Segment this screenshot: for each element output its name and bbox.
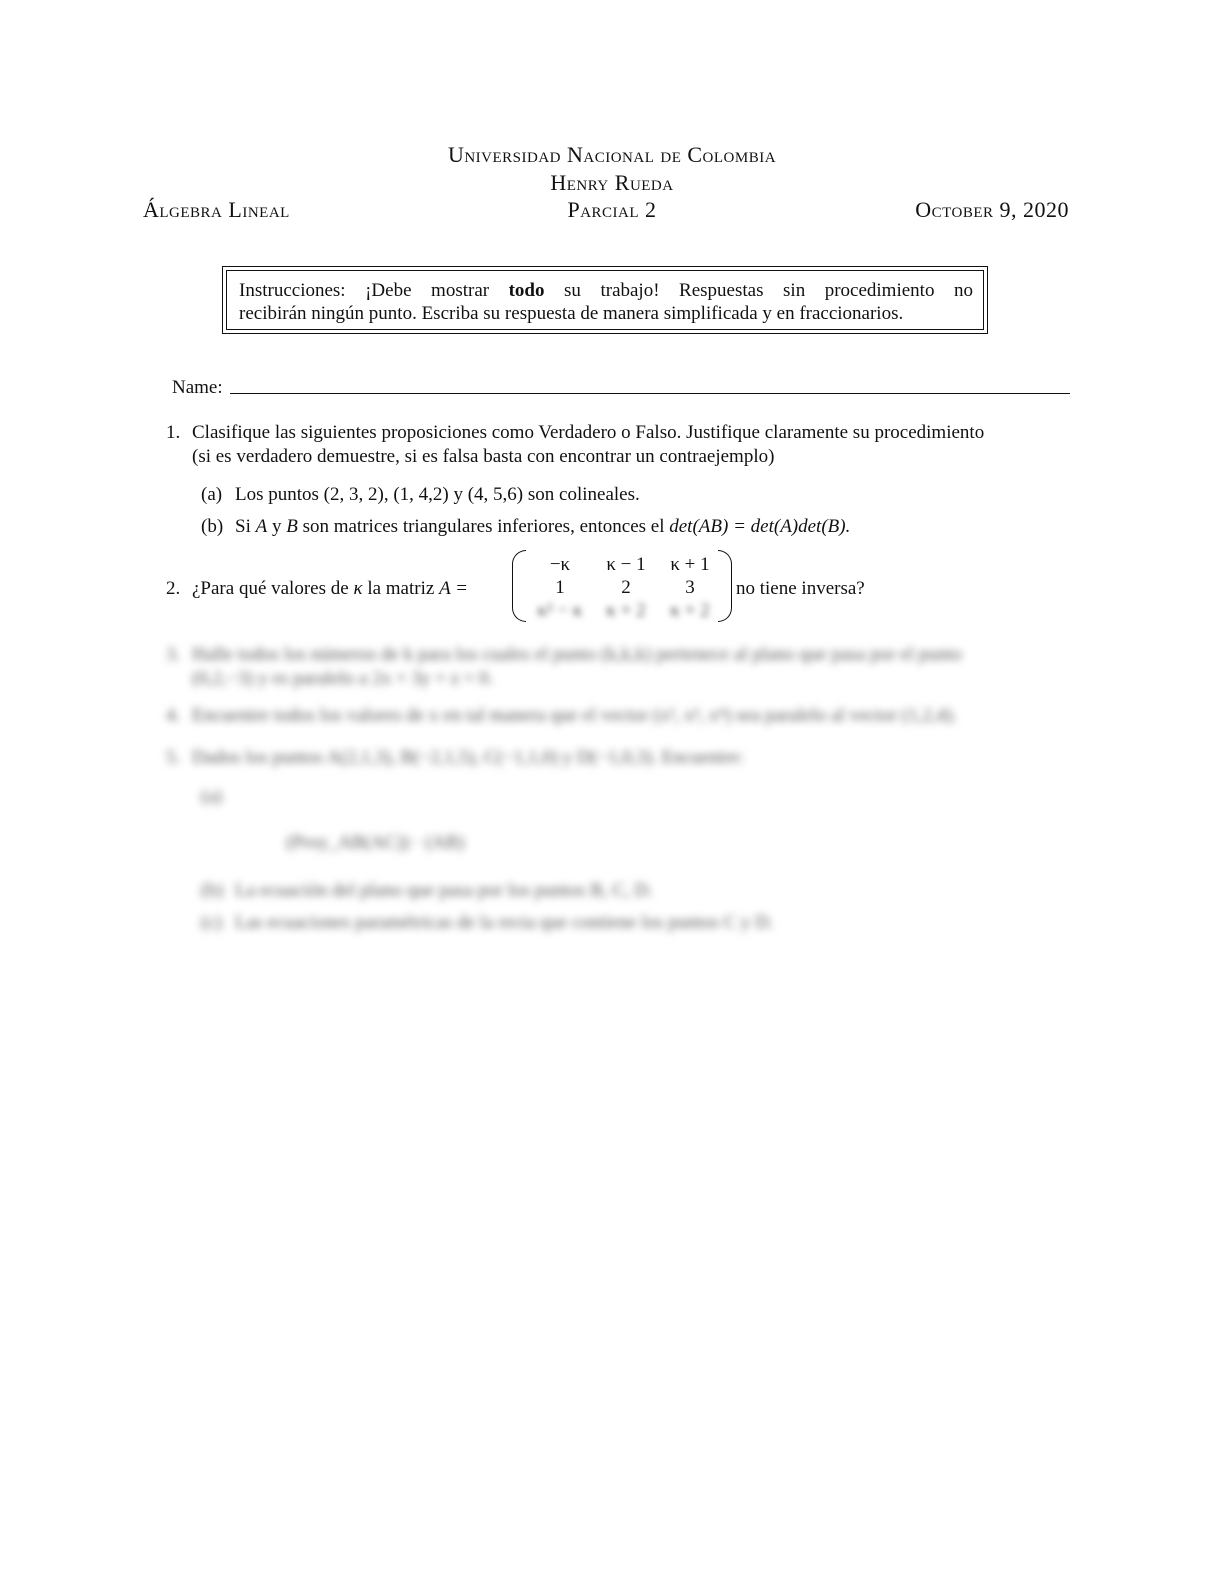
- q5-b-text: La ecuación del plano que pasa por los puntos B, C, D.: [235, 880, 653, 901]
- name-label: Name:: [172, 377, 223, 398]
- matrix-cell: κ + 2: [670, 600, 710, 621]
- q5-c-label: (c): [201, 912, 223, 933]
- matrix-right-paren: [718, 550, 732, 622]
- q5-a-formula: (Proy_AB(AC)) · (AB): [286, 832, 465, 853]
- q4-text: Encuentre todos los valores de x en tal manera que el vector (x², x³, x⁴) sea paralelo al vector (1,2,4).: [192, 705, 958, 726]
- instructions-bold: todo: [508, 280, 545, 301]
- q3-text: Halle todos los números de k para los cuales el punto (k,k,k) pertenece al plano que pasa por el punto (0,2,−3) y es paralelo a 2x + 3y + z = 0.: [192, 644, 962, 689]
- matrix-cell: κ + 2: [606, 600, 646, 621]
- matrix-cell: κ² − κ: [537, 600, 583, 621]
- course-name: Álgebra Lineal: [143, 197, 290, 222]
- matrix-cell: −κ: [549, 554, 571, 575]
- q1-a-label: (a): [201, 484, 223, 505]
- q1-b-label: (b): [201, 516, 224, 537]
- q2-matrix: [512, 550, 732, 622]
- q5-a-label: (a): [201, 786, 223, 807]
- q1-number: 1.: [166, 422, 181, 443]
- professor-name: Henry Rueda: [550, 170, 674, 195]
- q5-text: Dados los puntos A(2,1,3), B(−2,1,5), C(−1,1,0) y D(−1,0,3). Encuentre:: [192, 747, 744, 768]
- q2-text: ¿Para qué valores de κ la matriz A =: [192, 578, 468, 599]
- matrix-cell: 1: [555, 577, 565, 598]
- q3-number: 3.: [166, 644, 181, 665]
- q1-a-text: Los puntos (2, 3, 2), (1, 4,2) y (4, 5,6) son colineales.: [235, 484, 640, 505]
- exam-title: Parcial 2: [567, 197, 657, 222]
- q2-text-end: no tiene inversa?: [736, 578, 865, 599]
- university-name: Universidad Nacional de Colombia: [447, 142, 777, 167]
- q2-number: 2.: [166, 578, 181, 599]
- q1-b-formula: det(AB) = det(A)det(B).: [669, 516, 851, 537]
- q5-number: 5.: [166, 747, 181, 768]
- instructions-line-1: Instrucciones: ¡Debe mostrar todo su trabajo! Respuestas sin procedimiento no: [239, 280, 973, 301]
- matrix-cell: κ − 1: [606, 554, 646, 575]
- name-blank-line[interactable]: [230, 393, 1070, 394]
- matrix-cell: 3: [685, 577, 695, 598]
- q1-b-text: Si A y B son matrices triangulares inferiores, entonces el det(AB) = det(A)det(B).: [235, 516, 851, 537]
- q1-text: Clasifique las siguientes proposiciones como Verdadero o Falso. Justifique claramente su procedimiento (si es verdadero demuestre, si es falsa basta con encontrar un contraejemplo): [192, 422, 985, 467]
- q5-c-text: Las ecuaciones paramétricas de la recta que contiene los puntos C y D.: [235, 912, 774, 933]
- instructions-box: [222, 266, 988, 334]
- matrix-cell: 2: [621, 577, 631, 598]
- matrix-cell: κ + 1: [670, 554, 710, 575]
- q5-b-label: (b): [201, 880, 224, 901]
- exam-date: October 9, 2020: [915, 197, 1069, 222]
- matrix-left-paren: [512, 550, 526, 622]
- instructions-line-2: recibirán ningún punto. Escriba su respuesta de manera simplificada y en fraccionarios.: [239, 303, 904, 324]
- q4-number: 4.: [166, 705, 181, 726]
